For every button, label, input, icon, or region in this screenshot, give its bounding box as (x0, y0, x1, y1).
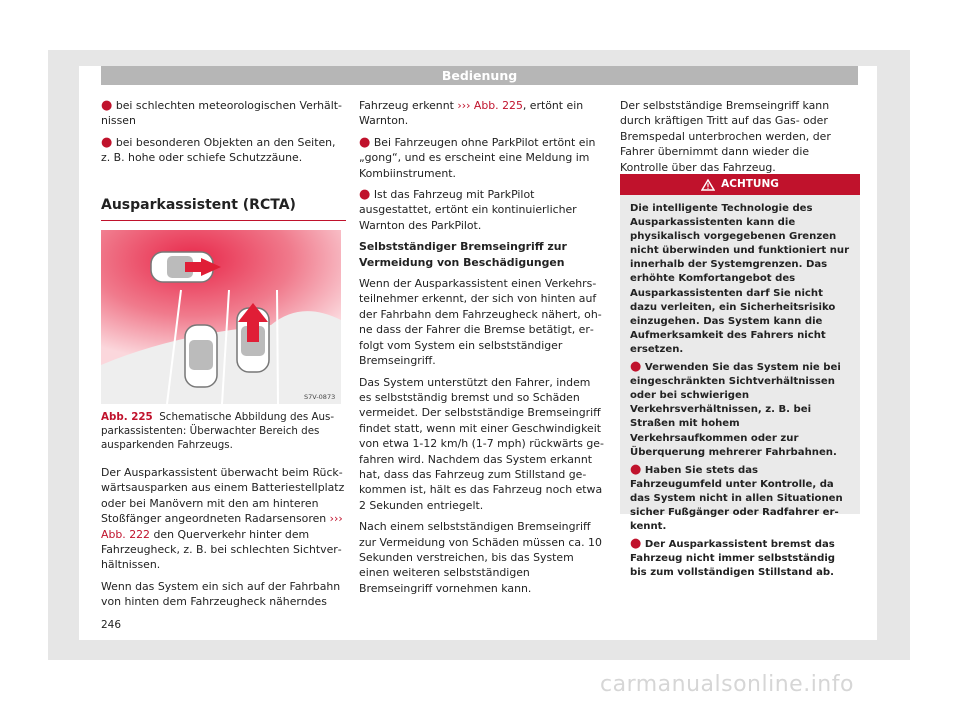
reversing-car (237, 303, 269, 372)
list-item-text: bei besonderen Objekten an den Seiten, z. B. hohe oder schiefe Schutzzäune. (101, 135, 336, 165)
warning-body (620, 195, 860, 580)
bullet-icon: ● (630, 536, 642, 552)
bullet-icon: ● (359, 187, 371, 203)
list-item: ● Haben Sie stets das Fahrzeugumfeld unter Kontrolle, da das System nicht in allen Situationen sicher Fußgänger oder Radfahrer erkennt. (630, 461, 843, 533)
paragraph: Das System unterstützt den Fahrer, indem es selbstständig bremst und so Schäden vermeidet. Der selbstständige Bremseingriff findet statt, wenn mit einer Geschwindigkeit von etwa 1-12 km/h (1-7 mph) rückwärts gefahren wird. Nachdem das System erkannt hat, dass das Fahrzeug zum Stillstand gekommen ist, hält es das Fahrzeug noch etwa 2 Sekunden entriegelt. (359, 375, 604, 512)
page-number: 246 (101, 619, 122, 631)
figure-code: S7V-0873 (304, 393, 336, 401)
caption-label: Abb. 225 (101, 411, 153, 423)
paragraph: Wenn der Ausparkassistent einen Verkehrsteilnehmer erkennt, der sich von hinten auf der Fahrbahn dem Fahrzeugheck nähert, ohne dass der Fahrer die Bremse betätigt, erfolgt vom System ein selbstständiger Bremseingriff. (359, 277, 602, 368)
bullet-icon: ● (359, 134, 371, 150)
section-heading: Ausparkassistent (RCTA) (101, 198, 346, 221)
warning-triangle-icon (701, 179, 715, 191)
column-1 (101, 98, 346, 221)
cross-reference-link[interactable]: ››› Abb. 222 (101, 512, 343, 541)
paragraph: Fahrzeug erkennt ››› Abb. 225, ertönt ein Warnton. (359, 99, 584, 128)
section-header: Bedienung (101, 66, 858, 85)
caption-text: Schematische Abbildung des Ausparkassistenten: Überwachter Bereich des ausparkenden Fahrzeugs. (101, 411, 335, 451)
list-item (101, 135, 346, 166)
bullet-icon: ● (101, 98, 113, 113)
bullet-icon: ● (630, 359, 642, 375)
moving-car (151, 252, 221, 282)
list-item-text: bei schlechten meteorologischen Verhältnissen (101, 99, 342, 128)
paragraph: Nach einem selbstständigen Bremseingriff zur Vermeidung von Schäden müssen ca. 10 Sekunden verstreichen, bis das System einen weiteren selbstständigen Bremseingriff vornehmen kann. (359, 520, 602, 595)
column-3 (620, 98, 860, 181)
warning-header (620, 174, 860, 195)
figure-caption (101, 410, 346, 452)
list-item: ● Ist das Fahrzeug mit ParkPilot ausgestattet, ertönt ein kontinuierlicher Warnton des ParkPilot. (359, 187, 577, 232)
list-item (101, 98, 346, 129)
list-item: ● Der Ausparkassistent bremst das Fahrzeug nicht immer selbstständig bis zum vollständigen Stillstand ab. (630, 536, 836, 579)
warning-title: ACHTUNG (721, 178, 779, 190)
rcta-illustration (101, 230, 341, 404)
bullet-icon: ● (101, 134, 113, 150)
parked-car (185, 325, 217, 387)
warning-box (620, 174, 860, 579)
subheading: Selbstständiger Bremseingriff zur Vermeidung von Beschädigungen (359, 240, 567, 269)
cross-reference-link[interactable]: ››› Abb. 225 (457, 99, 523, 112)
watermark: carmanualsonline.info (600, 672, 854, 697)
paragraph: Wenn das System ein sich auf der Fahrbahn von hinten dem Fahrzeugheck näherndes (101, 579, 341, 609)
column-1-body (101, 465, 346, 616)
paragraph: Der selbstständige Bremseingriff kann durch kräftigen Tritt auf das Gas- oder Bremspedal unterbrochen werden, der Fahrer übernimmt dann wieder die Kontrolle über das Fahrzeug. (620, 99, 831, 174)
bullet-icon: ● (630, 461, 642, 477)
column-2 (359, 98, 604, 602)
list-item: ● Bei Fahrzeugen ohne ParkPilot ertönt ein „gong“, und es erscheint eine Meldung im Kombiinstrument. (359, 134, 596, 180)
list-item: ● Verwenden Sie das System nie bei eingeschränkten Sichtverhältnissen oder bei schwierigen Verkehrsverhältnissen, z. B. bei Straßen mit hohem Verkehrsaufkommen oder zur Überquerung mehrerer Fahrbahnen. (630, 359, 841, 458)
figure-rcta (101, 230, 341, 404)
paragraph: Der Ausparkassistent überwacht beim Rückwärtsausparken aus einem Batteriestellplatz oder bei Manövern mit den am hinteren Stoßfänger angeordneten Radarsensoren ››› Abb. 222 den Querverkehr hinter dem Fahrzeugheck, z. B. bei schlechten Sichtverhältnissen. (101, 466, 345, 572)
warning-intro: Die intelligente Technologie des Ausparkassistenten kann die physikalisch vorgegebenen Grenzen nicht überwinden und funktioniert nur innerhalb der Systemgrenzen. Das erhöhte Komfortangebot des Ausparkassistenten darf Sie nicht dazu verleiten, ein Sicherheitsrisiko einzugehen. Das System kann die Aufmerksamkeit des Fahrers nicht ersetzen. (630, 203, 850, 355)
